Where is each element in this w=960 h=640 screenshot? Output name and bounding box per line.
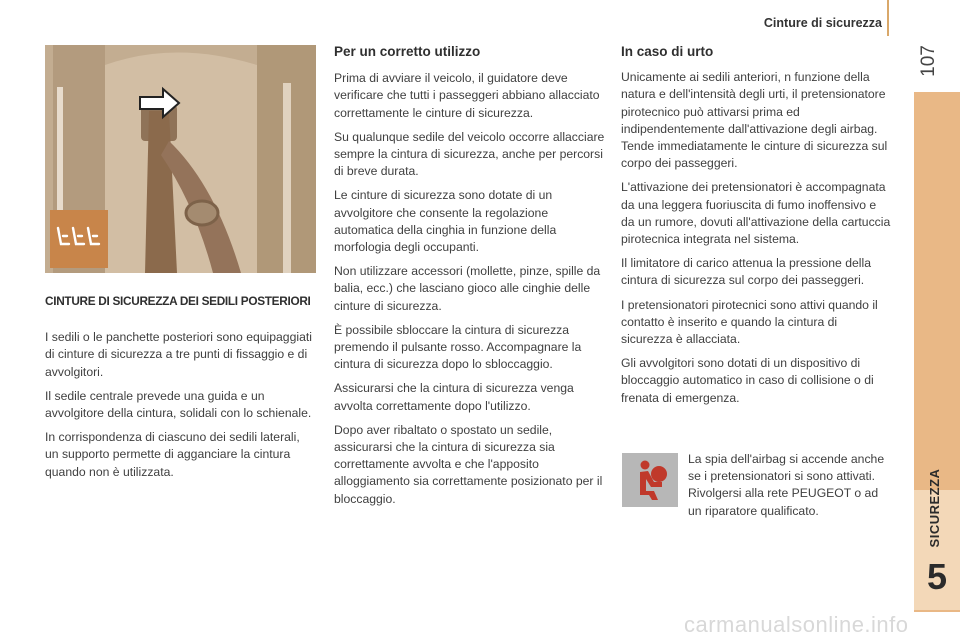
rear-seatbelts-section (45, 293, 313, 488)
paragraph: Il limitatore di carico attenua la pressione della cintura di sicurezza sul corpo dei passeggeri. (621, 256, 871, 288)
paragraph: In corrispondenza di ciascuno dei sedili laterali, un supporto permette di agganciare la cintura quando non è utilizzata. (45, 430, 300, 479)
paragraph: Assicurarsi che la cintura di sicurezza venga avvolta correttamente dopo l'utilizzo. (334, 381, 574, 413)
paragraph: Il sedile centrale prevede una guida e un avvolgitore della cintura, solidali con lo schienale. (45, 388, 312, 421)
header-divider (887, 0, 889, 36)
chapter-number: 5 (926, 556, 948, 597)
paragraph: Le cinture di sicurezza sono dotate di un avvolgitore che consente la regolazione automatica della cinghia in funzione della morfologia degli occupanti. (334, 188, 557, 255)
paragraph: L'attivazione dei pretensionatori è accompagnata da una leggera fuoriuscita di fumo inoffensivo e da un rumore, dovuti all'attivazione della cartuccia pirotecnica integrata nel sistema. (621, 180, 891, 247)
seatbelt-photo (45, 45, 316, 273)
paragraph: Prima di avviare il veicolo, il guidatore deve verificare che tutti i passeggeri abbiano allacciato correttamente le cinture di sicurezza. (334, 71, 600, 120)
rear-seats-icon (50, 210, 108, 268)
section-heading: CINTURE DI SICUREZZA DEI SEDILI POSTERIORI (45, 294, 311, 308)
paragraph: Gli avvolgitori sono dotati di un dispositivo di bloccaggio automatico in caso di collisione o di frenata di emergenza. (621, 356, 874, 405)
airbag-note: La spia dell'airbag si accende anche se i pretensionatori si sono attivati. Rivolgersi alla rete PEUGEOT o ad un riparatore qualificato. (688, 452, 885, 518)
paragraph: Non utilizzare accessori (mollette, pinze, spille da balia, ecc.) che lasciano gioco alle cinghie delle cinture di sicurezza. (334, 264, 601, 313)
crash-section (621, 43, 891, 414)
running-header: Cinture di sicurezza (763, 16, 882, 30)
section-heading: Per un corretto utilizzo (334, 44, 481, 59)
airbag-warning-icon (622, 453, 678, 507)
paragraph: È possibile sbloccare la cintura di sicurezza premendo il pulsante rosso. Accompagnare la cintura di sicurezza dopo lo sbloccaggio. (334, 322, 582, 372)
paragraph: I pretensionatori pirotecnici sono attivi quando il contatto è inserito e quando la cintura di sicurezza è allacciata. (621, 297, 878, 347)
watermark: carmanualsonline.info (684, 612, 909, 637)
section-heading: In caso di urto (621, 44, 714, 59)
paragraph: Unicamente ai sedili anteriori, n funzione della natura e dell'intensità degli urti, il pretensionatore pirotecnico può attivarsi prima ed indipendentemente dall'attivazione degli airbag. Tende immediatamente le cinture di sicurezza sul corpo dei passeggeri. (621, 70, 888, 171)
paragraph: I sedili o le panchette posteriori sono equipaggiati di cinture di sicurezza a tre punti di fissaggio e di avvolgitori. (45, 330, 312, 379)
page-number: 107 (918, 45, 939, 77)
paragraph: Su qualunque sedile del veicolo occorre allacciare sempre la cintura di sicurezza, anche per percorsi di breve durata. (334, 129, 605, 179)
correct-use-section (334, 43, 606, 515)
paragraph: Dopo aver ribaltato o spostato un sedile, assicurarsi che la cintura di sicurezza sia correttamente avvolta e che l'apposito alloggiamento sia correttamente posizionato per il bloccaggio. (334, 422, 603, 506)
chapter-label: SICUREZZA (927, 468, 942, 548)
